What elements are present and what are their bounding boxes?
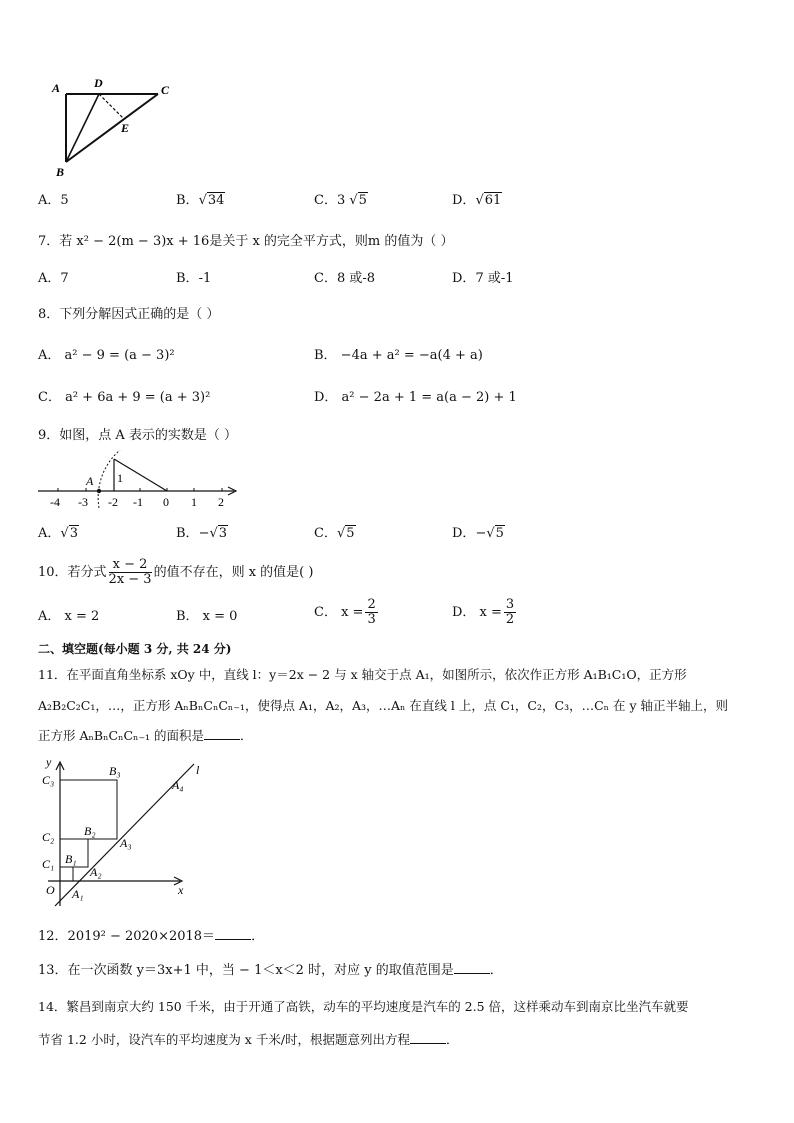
label-x: x (178, 883, 184, 897)
answer-blank[interactable] (454, 973, 490, 974)
q9-option-c: C．√5 (314, 526, 355, 541)
q11-line-3: 正方形 AₙBₙCₙCₙ₋₁ 的面积是 ． (38, 728, 253, 743)
q8-stem: 8．下列分解因式正确的是（ ） (38, 307, 220, 322)
question-suffix: 的值不存在，则 x 的值是( ) (153, 565, 314, 580)
q9-option-a: A．√3 (38, 526, 78, 541)
q8-option-c: C． a² + 6a + 9 = (a + 3)² (38, 390, 211, 405)
label-a: A (52, 81, 61, 95)
label-a2: A₂ (90, 865, 102, 879)
label-b: B (56, 165, 65, 179)
denominator: 2x − 3 (108, 572, 152, 587)
question-prefix: 10．若分式 (38, 565, 107, 580)
numerator: x − 2 (109, 558, 152, 573)
question-number: 7． (38, 234, 60, 249)
q13: 13．在一次函数 y＝3x+1 中，当 − 1＜x＜2 时，对应 y 的取值范围是 ． (38, 963, 503, 978)
q8-option-a: A． a² − 9 = (a − 3)² (38, 348, 175, 363)
label-e: E (121, 121, 130, 135)
answer-blank[interactable] (204, 739, 240, 740)
label-a1: A₁ (72, 887, 84, 901)
tick-label: -2 (108, 495, 118, 509)
q11-squares-figure (38, 756, 218, 916)
label-a4: A₄ (172, 778, 184, 792)
q14-line-1: 14．繁昌到南京大约 150 千米，由于开通了高铁，动车的平均速度是汽车的 2.5 倍，这样乘动车到南京比坐汽车就要 (38, 999, 689, 1014)
sqrt-sign: √ (475, 193, 484, 208)
segment-bc (66, 94, 158, 162)
tick-label: -4 (50, 495, 60, 509)
label-c3: C₃ (42, 773, 55, 787)
q10-option-d: D． x = $\frac{3}{2}$ (452, 597, 515, 627)
option-label: B． (176, 193, 199, 208)
option-value: 5 (60, 193, 69, 208)
q9-option-b: B．−√3 (176, 526, 228, 541)
tick-label: -1 (133, 495, 143, 509)
option-label: C． (314, 193, 337, 208)
square-1 (60, 867, 73, 881)
option-value: 5 (358, 193, 367, 208)
q10-stem (38, 558, 313, 587)
q6-option-d (452, 192, 502, 210)
q8-option-b: B． −4a + a² = −a(4 + a) (314, 348, 483, 363)
q7-option-c: C．8 或-8 (314, 271, 376, 286)
tick-label: 1 (191, 495, 197, 509)
label-c2: C₂ (42, 830, 55, 844)
tick-label: 0 (163, 495, 169, 509)
label-d: D (94, 76, 103, 90)
q12: 12．2019² − 2020×2018＝ ． (38, 929, 265, 944)
fraction (109, 558, 152, 587)
point-a (97, 489, 101, 493)
label-o: O (46, 883, 55, 897)
label-l: l (196, 763, 200, 777)
q6-option-a (38, 192, 69, 210)
option-value: 34 (207, 193, 225, 208)
point-a-label: A (86, 474, 94, 488)
tick-label: 2 (218, 495, 224, 509)
q8-option-d: D． a² − 2a + 1 = a(a − 2) + 1 (314, 390, 517, 405)
q10-option-c: C． x = $\frac{2}{3}$ (314, 597, 376, 627)
q6-option-c (314, 192, 368, 210)
q9-option-d: D．−√5 (452, 526, 504, 541)
q6-option-b (176, 192, 225, 210)
option-value: 61 (484, 193, 502, 208)
q7-stem (38, 233, 454, 251)
label-a3: A₃ (120, 836, 132, 850)
sqrt-sign: √ (349, 193, 358, 208)
q9-stem: 9．如图，点 A 表示的实数是（ ） (38, 428, 238, 443)
q6-triangle-figure (48, 76, 178, 180)
unit-length-label: 1 (117, 471, 123, 485)
question-text: 若 x² − 2(m − 3)x + 16是关于 x 的完全平方式，则m 的值为（ ） (59, 234, 454, 249)
q10-option-a: A． x = 2 (38, 609, 100, 624)
q11-line-2: A₂B₂C₂C₁，…，正方形 AₙBₙCₙCₙ₋₁，使得点 A₁，A₂，A₃，…Aₙ 在直线 l 上，点 C₁，C₂，C₃，…Cₙ 在 y 轴正半轴上，则 (38, 698, 729, 713)
tick-label: -3 (78, 495, 88, 509)
label-b1: B₁ (65, 852, 77, 866)
label-c1: C₁ (42, 857, 55, 871)
sqrt-sign: √ (198, 193, 207, 208)
q9-number-line-figure (36, 450, 242, 512)
segment-bd (66, 94, 99, 162)
q7-option-d: D．7 或-1 (452, 271, 514, 286)
option-coefficient: 3 (336, 193, 346, 208)
q7-option-b: B．-1 (176, 271, 212, 286)
segment-de-dashed (99, 94, 124, 119)
label-y: y (46, 756, 52, 769)
q7-option-a: A．7 (38, 271, 69, 286)
label-c: C (161, 83, 170, 97)
option-label: D． (452, 193, 476, 208)
label-b2: B₂ (84, 824, 96, 838)
section-heading: 二、填空题(每小题 3 分, 共 24 分) (38, 642, 232, 656)
answer-blank[interactable] (215, 939, 251, 940)
q10-option-b: B． x = 0 (176, 609, 238, 624)
q11-line-1: 11．在平面直角坐标系 xOy 中，直线 l：y＝2x − 2 与 x 轴交于点 A₁，如图所示，依次作正方形 A₁B₁C₁O，正方形 (38, 667, 687, 682)
label-b3: B₃ (109, 764, 121, 778)
q14-line-2: 节省 1.2 小时，设汽车的平均速度为 x 千米/时，根据题意列出方程 ． (38, 1032, 459, 1047)
option-label: A． (38, 193, 61, 208)
answer-blank[interactable] (410, 1043, 446, 1044)
